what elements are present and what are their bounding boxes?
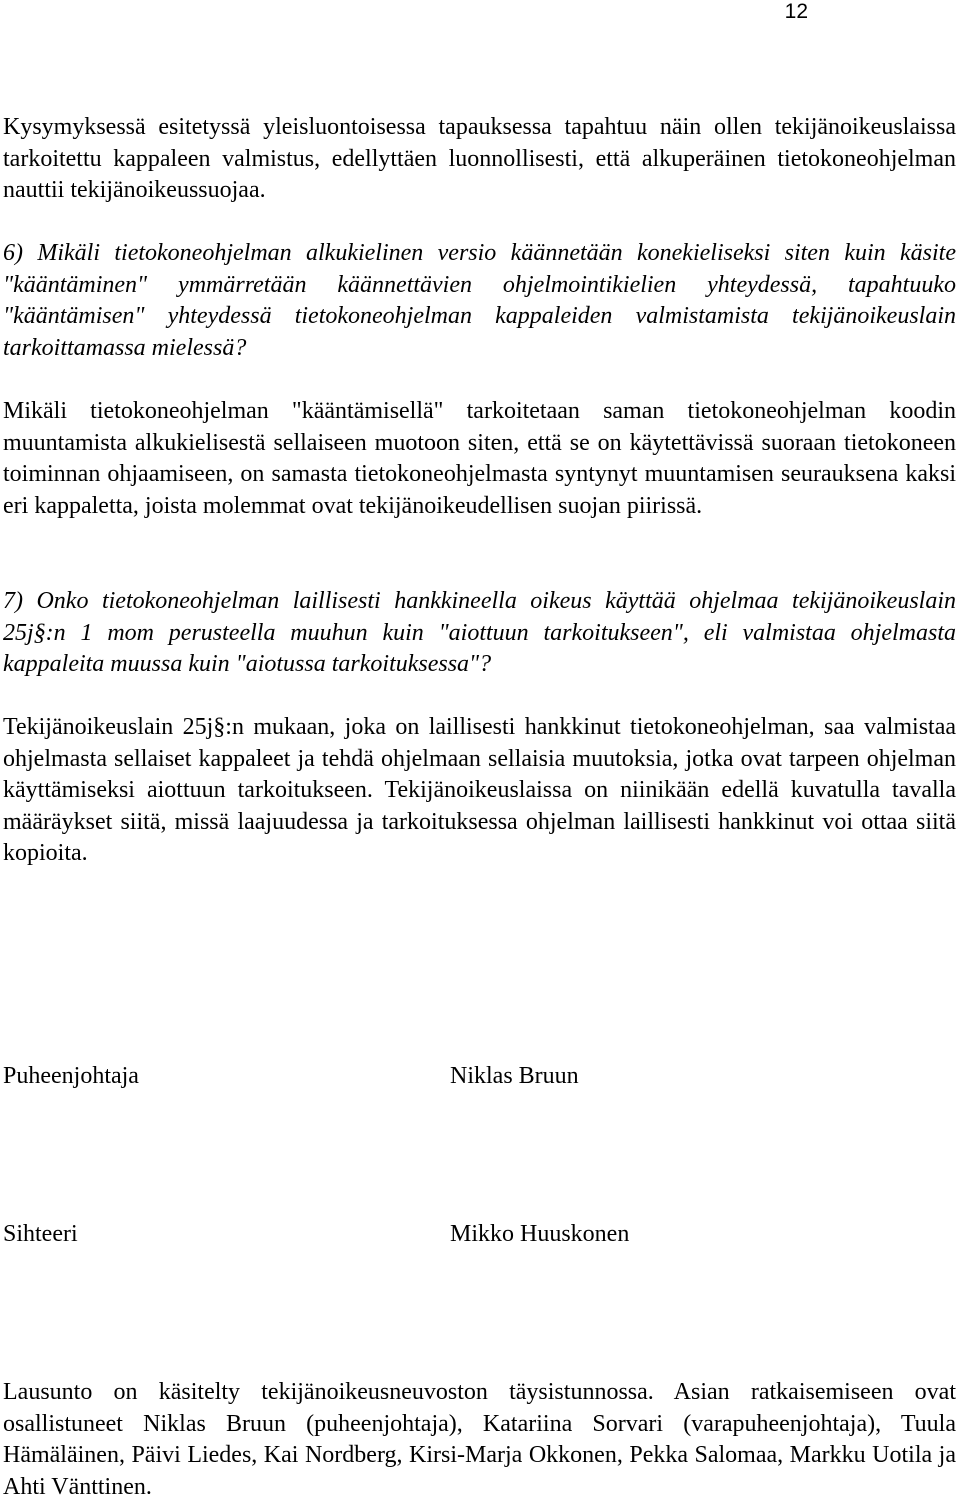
signature-role: Puheenjohtaja: [3, 1063, 139, 1089]
question-6: 6) Mikäli tietokoneohjelman alkukielinen versio käännetään konekieliseksi siten kuin käsite "kääntäminen" ymmärretään käännettävien ohjelmointikielien yhteydessä, tapahtuuko "kääntämisen" yhteydessä tietokoneohjelman kappaleiden valmistamista tekijänoikeuslain tarkoittamassa mielessä?: [3, 240, 956, 361]
signature-name: Mikko Huuskonen: [450, 1221, 630, 1247]
answer-paragraph-5: Kysymyksessä esitetyssä yleisluontoisessa tapauksessa tapahtuu näin ollen tekijänoikeuslaissa tarkoitettu kappaleen valmistus, edellyttäen luonnollisesti, että alkuperäinen tietokoneohjelman nauttii tekijänoikeussuojaa.: [3, 114, 956, 204]
signature-role: Sihteeri: [3, 1221, 78, 1247]
answer-paragraph-6: Mikäli tietokoneohjelman "kääntämisellä" tarkoitetaan saman tietokoneohjelman koodin muuntamista alkukielisestä sellaiseen muotoon siten, että se on käytettävissä suoraan tietokoneen toiminnan ohjaamiseen, on samasta tietokoneohjelmasta syntynyt muuntamisen seurauksena kaksi eri kappaletta, joista molemmat ovat tekijänoikeudellisen suojan piirissä.: [3, 398, 956, 519]
closing-statement: Lausunto on käsitelty tekijänoikeusneuvoston täysistunnossa. Asian ratkaisemiseen ovat osallistuneet Niklas Bruun (puheenjohtaja), Katariina Sorvari (varapuheenjohtaja), Tuula Hämäläinen, Päivi Liedes, Kai Nordberg, Kirsi-Marja Okkonen, Pekka Salomaa, Markku Uotila ja Ahti Vänttinen.: [3, 1379, 956, 1500]
answer-paragraph-7: Tekijänoikeuslain 25j§:n mukaan, joka on laillisesti hankkinut tietokoneohjelman, saa valmistaa ohjelmasta sellaiset kappaleet ja tehdä ohjelmaan sellaisia muutoksia, jotka ovat tarpeen ohjelman käyttämiseksi aiottuun tarkoitukseen. Tekijänoikeuslaissa on niinikään edellä kuvatulla tavalla määräykset siitä, missä laajuudessa ja tarkoituksessa ohjelman laillisesti hankkinut voi ottaa siitä kopioita.: [3, 714, 956, 867]
question-7: 7) Onko tietokoneohjelman laillisesti hankkineella oikeus käyttää ohjelmaa tekijänoikeuslain 25j§:n 1 mom perusteella muuhun kuin "aiottuun tarkoitukseen", eli valmistaa ohjelmasta kappaleita muussa kuin "aiotussa tarkoituksessa"?: [3, 588, 956, 678]
signature-name: Niklas Bruun: [450, 1063, 579, 1089]
page-number: 12: [784, 0, 808, 23]
